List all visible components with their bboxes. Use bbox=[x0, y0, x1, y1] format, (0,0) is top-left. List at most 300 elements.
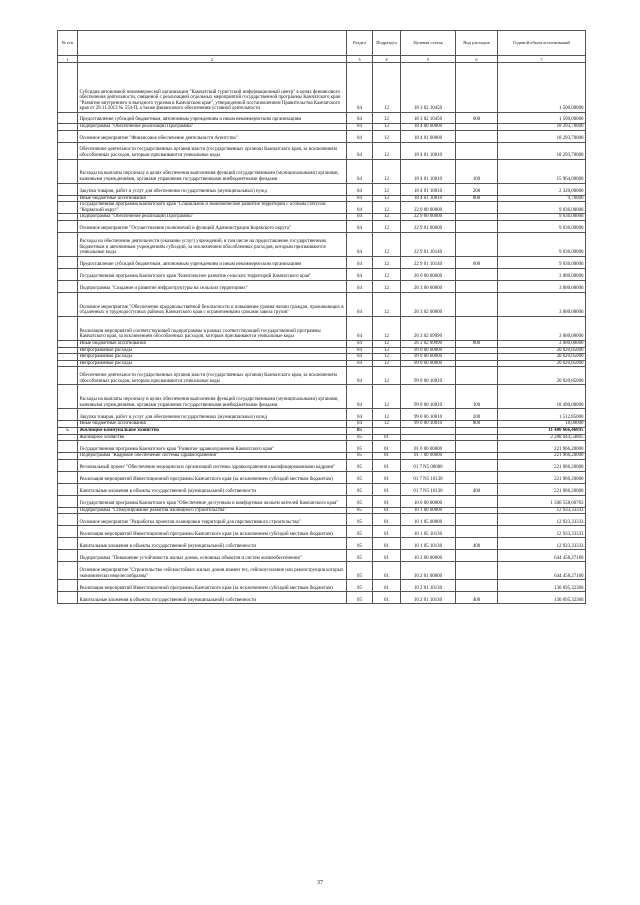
row-expense-type bbox=[456, 367, 498, 385]
row-amount: 221 966,20000 bbox=[498, 459, 586, 471]
row-amount: 12 933,33333 bbox=[498, 538, 586, 550]
row-subsection: 12 bbox=[373, 385, 401, 409]
row-number bbox=[58, 183, 78, 195]
row-subsection: 12 bbox=[373, 409, 401, 421]
row-target-article: 99 0 00 00000 bbox=[401, 354, 456, 361]
row-expense-type: 800 bbox=[456, 421, 498, 428]
row-subsection: 12 bbox=[373, 421, 401, 428]
row-name: Субсидия автономной некоммерческой организации "Камчатский туристский информационный центр" в целях финансового обеспечения деятельности, связанной с реализацией отдельных мероприятий государственной программы Камчатского края "Развитие внутреннего и въездного туризма в Камчатском крае", утвержденной постановлением Правительства Камчатского края от 29.11.2013 № 554-П, а также финансового обеспечения уставной деятельности bbox=[78, 63, 347, 113]
row-expense-type bbox=[456, 130, 498, 142]
row-section: 05 bbox=[347, 471, 373, 483]
row-number bbox=[58, 214, 78, 221]
table-row bbox=[58, 214, 586, 221]
row-name: Подпрограмма "Обеспечение реализации Программы" bbox=[78, 124, 347, 131]
row-name: Государственная программа Камчатского края "Комплексное развитие сельских территорий Камчатского края" bbox=[78, 268, 347, 280]
row-expense-type bbox=[456, 360, 498, 367]
row-subsection: 12 bbox=[373, 340, 401, 347]
row-expense-type bbox=[456, 202, 498, 214]
row-target-article: 01 7 N5 00000 bbox=[401, 459, 456, 471]
table-row bbox=[58, 421, 586, 428]
row-target-article: 18 4 00 00000 bbox=[401, 124, 456, 131]
row-expense-type: 100 bbox=[456, 159, 498, 183]
table-row bbox=[58, 159, 586, 183]
row-subsection: 12 bbox=[373, 256, 401, 268]
row-name: Основное мероприятие "Разработка проектов планировки территорий для перспективного строительства" bbox=[78, 514, 347, 526]
table-row bbox=[58, 514, 586, 526]
row-number bbox=[58, 434, 78, 441]
row-number bbox=[58, 232, 78, 256]
row-subsection: 12 bbox=[373, 367, 401, 385]
row-amount: 3 000,00000 bbox=[498, 292, 586, 316]
row-expense-type: 800 bbox=[456, 195, 498, 202]
row-section: 04 bbox=[347, 268, 373, 280]
row-subsection: 01 bbox=[373, 459, 401, 471]
row-name: Непрограммные расходы bbox=[78, 360, 347, 367]
row-number bbox=[58, 459, 78, 471]
row-name: Капитальные вложения в объекты государственной (муниципальной) собственности bbox=[78, 592, 347, 604]
row-number bbox=[58, 538, 78, 550]
row-target-article: 22 9 01 10140 bbox=[401, 232, 456, 256]
row-section: 05 bbox=[347, 580, 373, 592]
row-target-article: 01 7 N5 10130 bbox=[401, 471, 456, 483]
table-row bbox=[58, 538, 586, 550]
row-name: Основное мероприятие "Финансовое обеспечение деятельности Агентства" bbox=[78, 130, 347, 142]
table-body bbox=[58, 63, 586, 604]
row-target-article: 22 9 01 00000 bbox=[401, 220, 456, 232]
table-row bbox=[58, 130, 586, 142]
row-name: Расходы на обеспечение деятельности (оказание услуг) учреждений, в том числе на предоставление государственным бюджетным и автономным учреждениям субсидий, за исключением обособленных расходов, которым присваиваются уникальные коды bbox=[78, 232, 347, 256]
row-section: 04 bbox=[347, 316, 373, 340]
row-amount: 9,70000 bbox=[498, 195, 586, 202]
row-amount: 18 490,00000 bbox=[498, 385, 586, 409]
row-expense-type bbox=[456, 441, 498, 453]
row-expense-type bbox=[456, 354, 498, 361]
row-section: 05 bbox=[347, 441, 373, 453]
row-subsection: 01 bbox=[373, 514, 401, 526]
table-row bbox=[58, 427, 586, 434]
row-subsection: 12 bbox=[373, 214, 401, 221]
table-row bbox=[58, 495, 586, 507]
row-name: Региональный проект "Обеспечение медицинских организаций системы здравоохранения квалифицированными кадрами" bbox=[78, 459, 347, 471]
row-name: Непрограммные расходы bbox=[78, 347, 347, 354]
row-name: Государственная программа Камчатского края "Социальное и экономическое развитие территории с особым статусом "Корякский округ" bbox=[78, 202, 347, 214]
row-number bbox=[58, 280, 78, 292]
row-name: Иные бюджетные ассигнования bbox=[78, 195, 347, 202]
row-amount: 2 288 044,54805 bbox=[498, 434, 586, 441]
row-target-article: 18 4 01 10010 bbox=[401, 183, 456, 195]
header-section: Раздел bbox=[347, 31, 373, 56]
row-target-article: 99 0 00 10010 bbox=[401, 409, 456, 421]
row-number bbox=[58, 483, 78, 495]
row-target-article: 99 0 00 10010 bbox=[401, 367, 456, 385]
row-name: Капитальные вложения в объекты государственной (муниципальной) собственности bbox=[78, 483, 347, 495]
row-target-article: 99 0 00 00000 bbox=[401, 360, 456, 367]
table-row bbox=[58, 340, 586, 347]
row-expense-type bbox=[456, 268, 498, 280]
table-row bbox=[58, 256, 586, 268]
row-number bbox=[58, 367, 78, 385]
row-subsection: 01 bbox=[373, 495, 401, 507]
row-name: Государственная программа Камчатского края "Развитие здравоохранения Камчатского края" bbox=[78, 441, 347, 453]
row-target-article: 10 1 05 10130 bbox=[401, 538, 456, 550]
table-row bbox=[58, 124, 586, 131]
row-expense-type: 100 bbox=[456, 385, 498, 409]
row-subsection: 01 bbox=[373, 592, 401, 604]
row-subsection: 12 bbox=[373, 202, 401, 214]
row-section: 04 bbox=[347, 354, 373, 361]
row-amount: 18 293,70000 bbox=[498, 124, 586, 131]
column-index: 7 bbox=[498, 56, 586, 63]
table-row bbox=[58, 526, 586, 538]
row-name: Подпрограмма "Создание и развитие инфраструктуры на сельских территориях" bbox=[78, 280, 347, 292]
row-section: 05 bbox=[347, 538, 373, 550]
row-expense-type bbox=[456, 124, 498, 131]
row-amount: 221 966,20000 bbox=[498, 453, 586, 460]
table-row bbox=[58, 268, 586, 280]
row-name: Закупка товаров, работ и услуг для обеспечения государственных (муниципальных) нужд bbox=[78, 409, 347, 421]
header-annual-amount: Годовой объем ассигнований bbox=[498, 31, 586, 56]
row-target-article: 10 2 01 10130 bbox=[401, 592, 456, 604]
row-amount: 20 020,85000 bbox=[498, 367, 586, 385]
row-subsection: 12 bbox=[373, 124, 401, 131]
row-name: Подпрограмма "Повышение устойчивости жилых домов, основных объектов и систем жизнеобеспечения" bbox=[78, 550, 347, 562]
row-target-article: 26 3 02 09990 bbox=[401, 340, 456, 347]
row-section: 04 bbox=[347, 385, 373, 409]
row-subsection: 01 bbox=[373, 507, 401, 514]
row-target-article: 22 9 00 00000 bbox=[401, 214, 456, 221]
row-amount: 3 000,00000 bbox=[498, 280, 586, 292]
row-expense-type bbox=[456, 453, 498, 460]
row-expense-type: 200 bbox=[456, 183, 498, 195]
table-row bbox=[58, 354, 586, 361]
row-amount: 130 695,32360 bbox=[498, 580, 586, 592]
row-name: Предоставление субсидий бюджетным, автономным учреждениям и иным некоммерческим организациям bbox=[78, 113, 347, 124]
row-target-article: 10 2 00 00000 bbox=[401, 550, 456, 562]
row-section: 04 bbox=[347, 195, 373, 202]
row-target-article: 99 0 00 10010 bbox=[401, 421, 456, 428]
row-name: Расходы на выплаты персоналу в целях обеспечения выполнения функций государственными (муниципальными) органами, казенными учреждениями, органами управления государственными внебюджетными фондами bbox=[78, 159, 347, 183]
row-target-article bbox=[401, 427, 456, 434]
row-section: 04 bbox=[347, 142, 373, 159]
row-expense-type bbox=[456, 526, 498, 538]
table-row bbox=[58, 347, 586, 354]
row-subsection: 01 bbox=[373, 538, 401, 550]
table-row bbox=[58, 220, 586, 232]
row-subsection: 12 bbox=[373, 232, 401, 256]
row-section: 05 bbox=[347, 427, 373, 434]
header-row bbox=[58, 31, 586, 56]
row-number bbox=[58, 63, 78, 113]
row-target-article: 99 0 00 10010 bbox=[401, 385, 456, 409]
row-subsection: 12 bbox=[373, 130, 401, 142]
row-amount: 221 966,20000 bbox=[498, 441, 586, 453]
table-row bbox=[58, 459, 586, 471]
table-row bbox=[58, 280, 586, 292]
row-name: Капитальные вложения в объекты государственной (муниципальной) собственности bbox=[78, 538, 347, 550]
row-section: 04 bbox=[347, 340, 373, 347]
row-amount: 11 480 666,46895 bbox=[498, 427, 586, 434]
row-number bbox=[58, 159, 78, 183]
row-section: 04 bbox=[347, 280, 373, 292]
row-expense-type bbox=[456, 514, 498, 526]
row-name: Обеспечение деятельности государственных органов власти (государственных органов) Камчатского края, за исключением обособленных расходов, которым присваиваются уникальные коды bbox=[78, 142, 347, 159]
row-section: 04 bbox=[347, 130, 373, 142]
row-number bbox=[58, 142, 78, 159]
row-amount: 9 036,00000 bbox=[498, 232, 586, 256]
row-amount: 9 036,00000 bbox=[498, 214, 586, 221]
row-section: 04 bbox=[347, 360, 373, 367]
header-expense-type: Вид расходов bbox=[456, 31, 498, 56]
row-number bbox=[58, 220, 78, 232]
row-section: 04 bbox=[347, 421, 373, 428]
row-target-article: 01 0 00 00000 bbox=[401, 441, 456, 453]
row-name: Реализация мероприятий Инвестиционной программы Камчатского края (за исключением субсидий местным бюджетам) bbox=[78, 526, 347, 538]
row-subsection: 01 bbox=[373, 550, 401, 562]
row-subsection: 12 bbox=[373, 280, 401, 292]
row-name: Иные бюджетные ассигнования bbox=[78, 340, 347, 347]
row-number bbox=[58, 124, 78, 131]
row-number bbox=[58, 195, 78, 202]
row-name: Основное мероприятие "Строительство сейсмостойких жилых домов взамен тех, сейсмоусиление или реконструкция которых экономически нецелесообразны" bbox=[78, 562, 347, 580]
table-row bbox=[58, 409, 586, 421]
column-index: 5 bbox=[401, 56, 456, 63]
row-subsection: 12 bbox=[373, 354, 401, 361]
row-expense-type bbox=[456, 280, 498, 292]
row-amount: 3 000,00000 bbox=[498, 268, 586, 280]
row-section: 05 bbox=[347, 483, 373, 495]
row-amount: 2 320,00000 bbox=[498, 183, 586, 195]
row-expense-type bbox=[456, 495, 498, 507]
row-name: Подпрограмма "Обеспечение реализации Программы" bbox=[78, 214, 347, 221]
row-target-article: 10 1 05 10130 bbox=[401, 526, 456, 538]
row-name: Реализация мероприятий Инвестиционной программы Камчатского края (за исключением субсидий местным бюджетам) bbox=[78, 471, 347, 483]
row-target-article: 18 3 02 10450 bbox=[401, 113, 456, 124]
row-target-article bbox=[401, 434, 456, 441]
row-amount: 20 020,85000 bbox=[498, 347, 586, 354]
row-expense-type bbox=[456, 434, 498, 441]
row-expense-type: 200 bbox=[456, 409, 498, 421]
row-section: 05 bbox=[347, 514, 373, 526]
row-amount: 9 036,00000 bbox=[498, 220, 586, 232]
row-section: 04 bbox=[347, 183, 373, 195]
row-target-article: 10 2 01 00000 bbox=[401, 562, 456, 580]
row-name: Государственная программа Камчатского края "Обеспечение доступным и комфортным жильем жителей Камчатского края" bbox=[78, 495, 347, 507]
row-amount: 1 506 558,66763 bbox=[498, 495, 586, 507]
table-row bbox=[58, 562, 586, 580]
row-target-article: 18 4 01 00000 bbox=[401, 130, 456, 142]
row-section: 05 bbox=[347, 550, 373, 562]
row-number bbox=[58, 471, 78, 483]
row-target-article: 01 7 00 00000 bbox=[401, 453, 456, 460]
row-amount: 221 966,20000 bbox=[498, 471, 586, 483]
row-number bbox=[58, 316, 78, 340]
row-amount: 1 500,00000 bbox=[498, 63, 586, 113]
row-expense-type bbox=[456, 142, 498, 159]
row-target-article: 10 1 05 00000 bbox=[401, 514, 456, 526]
table-row bbox=[58, 441, 586, 453]
row-name: Подпрограмма "Стимулирование развития жилищного строительства" bbox=[78, 507, 347, 514]
table-row bbox=[58, 316, 586, 340]
row-number bbox=[58, 385, 78, 409]
row-subsection: 12 bbox=[373, 195, 401, 202]
header-subsection: Подраздел bbox=[373, 31, 401, 56]
row-section: 04 bbox=[347, 256, 373, 268]
row-target-article: 01 7 N5 10130 bbox=[401, 483, 456, 495]
row-section: 05 bbox=[347, 507, 373, 514]
row-expense-type: 600 bbox=[456, 256, 498, 268]
table-row bbox=[58, 580, 586, 592]
row-number bbox=[58, 292, 78, 316]
row-subsection: 12 bbox=[373, 347, 401, 354]
table-row bbox=[58, 367, 586, 385]
row-expense-type bbox=[456, 459, 498, 471]
row-amount: 9 036,00000 bbox=[498, 202, 586, 214]
row-name: Реализация мероприятий Инвестиционной программы Камчатского края (за исключением субсидий местным бюджетам) bbox=[78, 580, 347, 592]
table-row bbox=[58, 453, 586, 460]
row-section: 04 bbox=[347, 232, 373, 256]
row-target-article: 26 0 00 00000 bbox=[401, 268, 456, 280]
table-row bbox=[58, 360, 586, 367]
row-section: 04 bbox=[347, 347, 373, 354]
row-amount: 1 512,85000 bbox=[498, 409, 586, 421]
row-section: 04 bbox=[347, 124, 373, 131]
row-name: Основное мероприятие "Обеспечение продовольственной безопасности и повышение уровня жизни граждан, проживающих в отдаленных и труднодоступных районах Камчатского края с ограниченными сроками завоза грузов" bbox=[78, 292, 347, 316]
row-number bbox=[58, 360, 78, 367]
row-number bbox=[58, 202, 78, 214]
table-row bbox=[58, 507, 586, 514]
column-index: 4 bbox=[373, 56, 401, 63]
row-number bbox=[58, 453, 78, 460]
table-row bbox=[58, 202, 586, 214]
row-target-article: 18 4 01 10010 bbox=[401, 195, 456, 202]
row-expense-type bbox=[456, 347, 498, 354]
row-amount: 12 933,33333 bbox=[498, 507, 586, 514]
row-section: 04 bbox=[347, 113, 373, 124]
row-subsection: 01 bbox=[373, 483, 401, 495]
row-section: 04 bbox=[347, 367, 373, 385]
row-target-article: 26 3 02 00000 bbox=[401, 292, 456, 316]
row-name: Реализация мероприятий соответствующей подпрограммы в рамках соответствующей государственной программы Камчатского края, за исключением обособленных расходов, которым присваиваются уникальные коды bbox=[78, 316, 347, 340]
table-row bbox=[58, 483, 586, 495]
row-target-article: 18 4 01 10010 bbox=[401, 142, 456, 159]
row-section: 05 bbox=[347, 459, 373, 471]
row-expense-type bbox=[456, 471, 498, 483]
row-expense-type: 400 bbox=[456, 483, 498, 495]
row-name: Иные бюджетные ассигнования bbox=[78, 421, 347, 428]
row-subsection: 01 bbox=[373, 580, 401, 592]
row-target-article: 10 0 00 00000 bbox=[401, 495, 456, 507]
table-row bbox=[58, 142, 586, 159]
row-amount: 20 020,85000 bbox=[498, 360, 586, 367]
table-row bbox=[58, 183, 586, 195]
row-amount: 130 695,32360 bbox=[498, 592, 586, 604]
row-section: 05 bbox=[347, 562, 373, 580]
row-number bbox=[58, 507, 78, 514]
row-name: Обеспечение деятельности государственных органов власти (государственных органов) Камчатского края, за исключением обособленных расходов, которым присваиваются уникальные коды bbox=[78, 367, 347, 385]
row-subsection bbox=[373, 427, 401, 434]
header-name bbox=[78, 31, 347, 56]
row-expense-type bbox=[456, 214, 498, 221]
row-number bbox=[58, 441, 78, 453]
row-number bbox=[58, 113, 78, 124]
row-amount: 9 036,00000 bbox=[498, 256, 586, 268]
row-amount: 1 500,00000 bbox=[498, 113, 586, 124]
column-index-row bbox=[58, 56, 586, 63]
row-expense-type bbox=[456, 316, 498, 340]
table-row bbox=[58, 63, 586, 113]
row-subsection: 01 bbox=[373, 526, 401, 538]
row-target-article: 10 1 00 00000 bbox=[401, 507, 456, 514]
row-amount: 3 000,00000 bbox=[498, 316, 586, 340]
row-target-article: 22 9 01 10140 bbox=[401, 256, 456, 268]
row-amount: 18 293,70000 bbox=[498, 130, 586, 142]
row-section: 05 bbox=[347, 453, 373, 460]
row-amount: 3 000,00000 bbox=[498, 340, 586, 347]
row-name: Подпрограмма "Кадровое обеспечение системы здравоохранения" bbox=[78, 453, 347, 460]
row-expense-type bbox=[456, 580, 498, 592]
row-target-article: 26 3 00 00000 bbox=[401, 280, 456, 292]
row-amount: 18 293,70000 bbox=[498, 142, 586, 159]
row-subsection: 12 bbox=[373, 113, 401, 124]
row-subsection: 01 bbox=[373, 471, 401, 483]
row-subsection: 12 bbox=[373, 360, 401, 367]
row-number bbox=[58, 580, 78, 592]
row-subsection: 01 bbox=[373, 453, 401, 460]
row-subsection: 12 bbox=[373, 63, 401, 113]
row-number bbox=[58, 526, 78, 538]
row-number bbox=[58, 130, 78, 142]
row-subsection: 01 bbox=[373, 562, 401, 580]
row-name: Жилищное хозяйство bbox=[78, 434, 347, 441]
budget-table bbox=[57, 30, 586, 604]
row-number bbox=[58, 514, 78, 526]
row-expense-type bbox=[456, 550, 498, 562]
row-target-article: 22 0 00 00000 bbox=[401, 202, 456, 214]
row-section: 04 bbox=[347, 409, 373, 421]
row-subsection: 12 bbox=[373, 220, 401, 232]
row-section: 05 bbox=[347, 434, 373, 441]
page-number: 37 bbox=[317, 880, 323, 886]
row-target-article: 18 3 02 10450 bbox=[401, 63, 456, 113]
row-name: Расходы на выплаты персоналу в целях обеспечения выполнения функций государственными (муниципальными) органами, казенными учреждениями, органами управления государственными внебюджетными фондами bbox=[78, 385, 347, 409]
row-amount: 12 933,33333 bbox=[498, 514, 586, 526]
row-amount: 18,00000 bbox=[498, 421, 586, 428]
row-number bbox=[58, 495, 78, 507]
row-expense-type bbox=[456, 220, 498, 232]
row-name: Основное мероприятие "Осуществление полномочий и функций Администрации Корякского округа" bbox=[78, 220, 347, 232]
row-expense-type: 600 bbox=[456, 113, 498, 124]
row-expense-type bbox=[456, 562, 498, 580]
row-target-article: 26 3 02 09990 bbox=[401, 316, 456, 340]
row-amount: 221 966,20000 bbox=[498, 483, 586, 495]
row-subsection: 12 bbox=[373, 183, 401, 195]
row-subsection: 12 bbox=[373, 316, 401, 340]
column-index: 2 bbox=[78, 56, 347, 63]
column-index: 1 bbox=[58, 56, 78, 63]
row-expense-type: 400 bbox=[456, 538, 498, 550]
row-section: 04 bbox=[347, 214, 373, 221]
row-section: 05 bbox=[347, 495, 373, 507]
row-target-article: 10 2 01 10130 bbox=[401, 580, 456, 592]
column-index: 6 bbox=[456, 56, 498, 63]
row-number bbox=[58, 256, 78, 268]
row-number bbox=[58, 347, 78, 354]
row-number bbox=[58, 409, 78, 421]
row-expense-type bbox=[456, 507, 498, 514]
row-section: 04 bbox=[347, 202, 373, 214]
row-number bbox=[58, 592, 78, 604]
row-target-article: 99 0 00 00000 bbox=[401, 347, 456, 354]
